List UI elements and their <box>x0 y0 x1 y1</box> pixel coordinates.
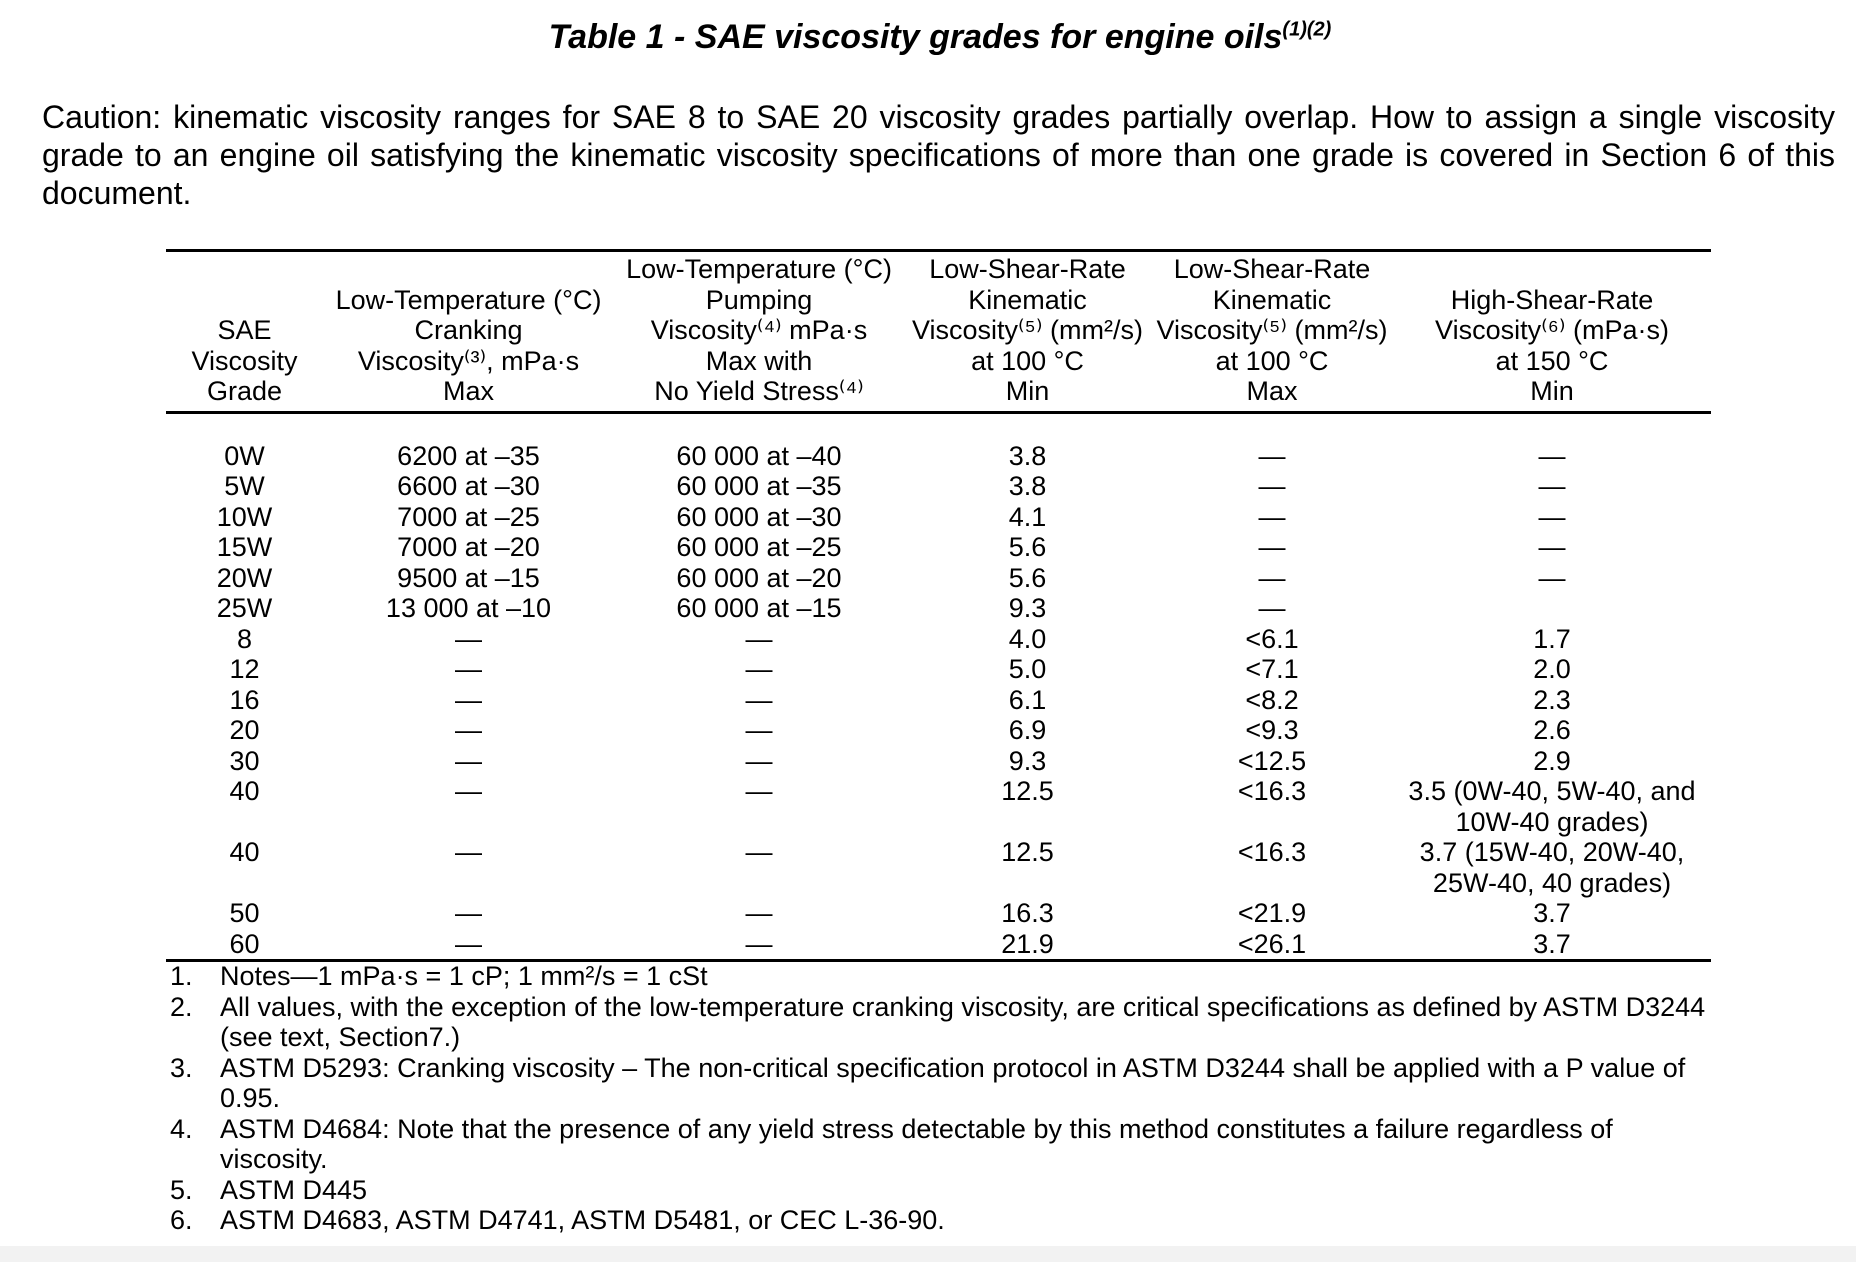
table-row <box>166 624 1711 655</box>
table-row <box>166 471 1711 502</box>
cell-sae-grade: 20W <box>216 562 273 593</box>
cell-pumping-viscosity: — <box>745 623 773 654</box>
cell-pumping-viscosity: 60 000 at –20 <box>676 562 842 593</box>
viscosity-grades-table-container <box>166 249 1711 962</box>
header-pumping-viscosity <box>614 251 904 413</box>
footnote-number: 2. <box>170 991 193 1022</box>
footnote-item <box>170 961 1710 992</box>
header-sae-grade <box>166 251 323 413</box>
cell-pumping-viscosity: — <box>745 776 773 806</box>
cell-high-shear-viscosity: 3.7 <box>1533 898 1571 928</box>
cell-high-shear-viscosity: — <box>1538 501 1566 532</box>
table-row <box>166 412 1711 471</box>
cell-kinematic-max: <16.3 <box>1237 837 1307 867</box>
header-kinematic-min <box>904 251 1151 413</box>
header-line: Low-Shear-Rate <box>929 254 1126 284</box>
header-line: Viscosity <box>191 345 298 376</box>
cell-cranking-viscosity: 7000 at –20 <box>397 532 540 562</box>
header-line <box>1393 254 1711 285</box>
cell-sae-grade: 10W <box>216 501 273 532</box>
table-row <box>166 685 1711 716</box>
cell-high-shear-viscosity: — <box>1538 471 1566 501</box>
caution-paragraph: Caution: kinematic viscosity ranges for SAE 8 to SAE 20 viscosity grades partially overlap. How to assign a single viscosity grade to an engine oil satisfying the kinematic viscosity specifications of more than one grade is covered in Section 6 of this document. <box>42 99 1835 211</box>
cell-sae-grade: 50 <box>229 898 260 928</box>
footnote-number: 3. <box>170 1052 193 1083</box>
cell-kinematic-max: <8.2 <box>1245 684 1299 715</box>
header-line: Low-Temperature (°C) <box>626 254 892 284</box>
cell-cranking-viscosity: 7000 at –25 <box>397 501 540 532</box>
cell-kinematic-min: 5.0 <box>1008 654 1047 684</box>
cell-pumping-viscosity: — <box>745 715 773 745</box>
cell-pumping-viscosity: 60 000 at –30 <box>676 501 842 532</box>
footnote-text: All values, with the exception of the low-temperature cranking viscosity, are critical specifications as defined by ASTM D3244 (see text, Section7.) <box>220 991 1706 1052</box>
cell-sae-grade: 0W <box>224 440 265 471</box>
cell-kinematic-min: 5.6 <box>1008 562 1047 593</box>
table-title-footnote-refs: (1)(2) <box>1282 18 1332 41</box>
cell-kinematic-max: — <box>1258 501 1286 532</box>
cell-kinematic-min: 12.5 <box>1001 776 1054 806</box>
cell-sae-grade: 20 <box>229 715 260 745</box>
cell-pumping-viscosity: — <box>745 745 773 776</box>
cell-cranking-viscosity: — <box>455 776 482 806</box>
cell-kinematic-max: <7.1 <box>1245 654 1299 684</box>
header-line: Viscosity⁽⁶⁾ (mPa·s) <box>1435 315 1669 345</box>
cell-kinematic-min: 5.6 <box>1008 532 1047 562</box>
header-line: Max <box>442 376 494 406</box>
cell-pumping-viscosity: — <box>745 654 773 684</box>
table-body <box>166 412 1711 961</box>
cell-pumping-viscosity: 60 000 at –15 <box>676 593 842 623</box>
footnote-text: ASTM D4684: Note that the presence of any yield stress detectable by this method constitutes a failure regardless of viscosity. <box>220 1113 1613 1174</box>
cell-cranking-viscosity: — <box>455 623 482 654</box>
cell-kinematic-max: <6.1 <box>1245 623 1299 654</box>
cell-cranking-viscosity: 6200 at –35 <box>397 440 540 471</box>
cell-kinematic-min: 6.1 <box>1008 684 1047 715</box>
header-line: Cranking <box>414 315 523 345</box>
viscosity-grades-table <box>166 249 1711 962</box>
cell-high-shear-viscosity: 3.5 (0W-40, 5W-40, and 10W-40 grades) <box>1408 776 1696 837</box>
header-line: Max <box>1246 376 1298 406</box>
cell-high-shear-viscosity: 3.7 <box>1533 928 1571 959</box>
cell-cranking-viscosity: 9500 at –15 <box>397 562 540 593</box>
cell-kinematic-min: 3.8 <box>1008 471 1047 501</box>
header-line: Max with <box>705 345 813 376</box>
footnote-item <box>170 1175 1710 1206</box>
cell-kinematic-max: <9.3 <box>1245 715 1299 745</box>
cell-cranking-viscosity: — <box>455 928 482 959</box>
header-line: at 150 °C <box>1495 345 1609 376</box>
header-cranking-viscosity <box>323 251 614 413</box>
cell-pumping-viscosity: 60 000 at –35 <box>676 471 842 501</box>
cell-high-shear-viscosity: 1.7 <box>1533 623 1571 654</box>
table-title-text: Table 1 - SAE viscosity grades for engine oils <box>548 18 1283 56</box>
cell-high-shear-viscosity: 2.0 <box>1533 654 1571 684</box>
cell-sae-grade: 16 <box>229 684 260 715</box>
cell-sae-grade: 30 <box>229 745 260 776</box>
footnote-item <box>170 1114 1710 1175</box>
cell-sae-grade: 5W <box>224 471 265 501</box>
header-line: SAE <box>217 315 272 345</box>
cell-cranking-viscosity: — <box>455 745 482 776</box>
cell-high-shear-viscosity: 2.6 <box>1533 715 1571 745</box>
cell-kinematic-min: 16.3 <box>1001 898 1054 928</box>
cell-kinematic-max: — <box>1258 532 1286 562</box>
cell-high-shear-viscosity <box>1393 593 1711 624</box>
footnote-text: ASTM D4683, ASTM D4741, ASTM D5481, or CEC L-36-90. <box>220 1205 945 1235</box>
cell-kinematic-max: <21.9 <box>1237 898 1307 928</box>
cell-kinematic-max: — <box>1258 562 1286 593</box>
header-line: at 100 °C <box>971 345 1084 376</box>
cell-kinematic-max: <26.1 <box>1237 928 1307 959</box>
cell-pumping-viscosity: — <box>745 928 773 959</box>
cell-high-shear-viscosity: 2.3 <box>1533 684 1571 715</box>
header-line: Viscosity⁽⁵⁾ (mm²/s) <box>912 315 1143 345</box>
cell-kinematic-min: 9.3 <box>1008 593 1047 623</box>
cell-kinematic-min: 21.9 <box>1001 928 1054 959</box>
table-row <box>166 715 1711 746</box>
cell-high-shear-viscosity: — <box>1538 532 1566 562</box>
cell-kinematic-max: <12.5 <box>1237 745 1307 776</box>
cell-cranking-viscosity: — <box>455 654 482 684</box>
cell-high-shear-viscosity: 3.7 (15W-40, 20W-40, 25W-40, 40 grades) <box>1419 837 1685 898</box>
header-line: Min <box>1005 376 1050 406</box>
cell-high-shear-viscosity: — <box>1538 562 1566 593</box>
cell-pumping-viscosity: — <box>745 684 773 715</box>
cell-kinematic-min: 12.5 <box>1001 837 1054 867</box>
header-line: No Yield Stress⁽⁴⁾ <box>654 376 864 406</box>
cell-cranking-viscosity: — <box>455 898 482 928</box>
table-header <box>166 251 1711 413</box>
header-high-shear-viscosity <box>1393 251 1711 413</box>
table-row <box>166 563 1711 594</box>
table-row <box>166 532 1711 563</box>
table-row <box>166 593 1711 624</box>
cell-kinematic-min: 4.0 <box>1008 623 1047 654</box>
cell-kinematic-max: — <box>1258 593 1286 623</box>
table-header-row <box>166 251 1711 413</box>
footnote-text: Notes—1 mPa·s = 1 cP; 1 mm²/s = 1 cSt <box>220 961 708 991</box>
footnotes-list <box>170 961 1710 1236</box>
cell-sae-grade: 40 <box>229 837 260 867</box>
cell-cranking-viscosity: — <box>455 684 482 715</box>
cell-cranking-viscosity: — <box>455 715 482 745</box>
header-line: Low-Shear-Rate <box>1173 254 1371 284</box>
table-row <box>166 929 1711 961</box>
cell-cranking-viscosity: — <box>455 837 482 867</box>
cell-kinematic-min: 6.9 <box>1008 715 1047 745</box>
header-line <box>166 254 323 285</box>
footnote-item <box>170 1205 1710 1236</box>
table-row <box>166 502 1711 533</box>
cell-sae-grade: 12 <box>229 654 260 684</box>
cell-sae-grade: 60 <box>229 928 260 959</box>
header-line <box>323 254 614 285</box>
table-row <box>166 654 1711 685</box>
footnote-number: 6. <box>170 1205 193 1235</box>
cell-sae-grade: 25W <box>216 593 273 623</box>
cell-sae-grade: 40 <box>229 776 260 806</box>
header-line: Viscosity⁽³⁾, mPa·s <box>357 345 580 376</box>
header-line: Grade <box>206 376 283 406</box>
footnote-text: ASTM D445 <box>220 1174 368 1205</box>
header-line: Viscosity⁽⁴⁾ mPa·s <box>650 315 868 345</box>
cell-kinematic-max: <16.3 <box>1237 776 1307 806</box>
header-line: at 100 °C <box>1215 345 1329 376</box>
footnote-item <box>170 992 1710 1053</box>
header-line <box>166 285 323 316</box>
header-line: Pumping <box>705 284 813 315</box>
cell-sae-grade: 8 <box>236 623 253 654</box>
cell-cranking-viscosity: 13 000 at –10 <box>385 593 552 623</box>
header-line: Min <box>1530 376 1574 406</box>
cell-sae-grade: 15W <box>216 532 273 562</box>
cell-high-shear-viscosity: 2.9 <box>1533 745 1571 776</box>
header-line: Kinematic <box>1212 284 1332 315</box>
cell-kinematic-min: 9.3 <box>1008 745 1047 776</box>
cell-kinematic-min: 4.1 <box>1008 501 1047 532</box>
table-row <box>166 776 1711 837</box>
header-line: Viscosity⁽⁵⁾ (mm²/s) <box>1156 315 1388 345</box>
table-row <box>166 837 1711 898</box>
table-row <box>166 746 1711 777</box>
header-line: Low-Temperature (°C) <box>335 284 602 315</box>
footnote-number: 5. <box>170 1174 193 1205</box>
footnote-text: ASTM D5293: Cranking viscosity – The non-critical specification protocol in ASTM D3244 shall be applied with a P value of 0.95. <box>220 1052 1686 1113</box>
header-line: High-Shear-Rate <box>1450 284 1654 315</box>
footnote-number: 1. <box>170 961 193 991</box>
header-line: Kinematic <box>968 284 1087 315</box>
cell-kinematic-max: — <box>1258 471 1286 501</box>
cell-kinematic-min: 3.8 <box>1008 440 1047 471</box>
cell-kinematic-max: — <box>1258 440 1286 471</box>
footnote-item <box>170 1053 1710 1114</box>
cell-pumping-viscosity: 60 000 at –25 <box>676 532 842 562</box>
footnote-number: 4. <box>170 1113 193 1144</box>
cell-high-shear-viscosity: — <box>1538 440 1566 471</box>
cell-cranking-viscosity: 6600 at –30 <box>397 471 540 501</box>
table-row <box>166 898 1711 929</box>
cell-pumping-viscosity: 60 000 at –40 <box>676 440 842 471</box>
table-title <box>0 18 1856 57</box>
header-kinematic-max <box>1151 251 1393 413</box>
bottom-scroll-edge <box>0 1246 1856 1262</box>
cell-pumping-viscosity: — <box>745 837 773 867</box>
cell-pumping-viscosity: — <box>745 898 773 928</box>
